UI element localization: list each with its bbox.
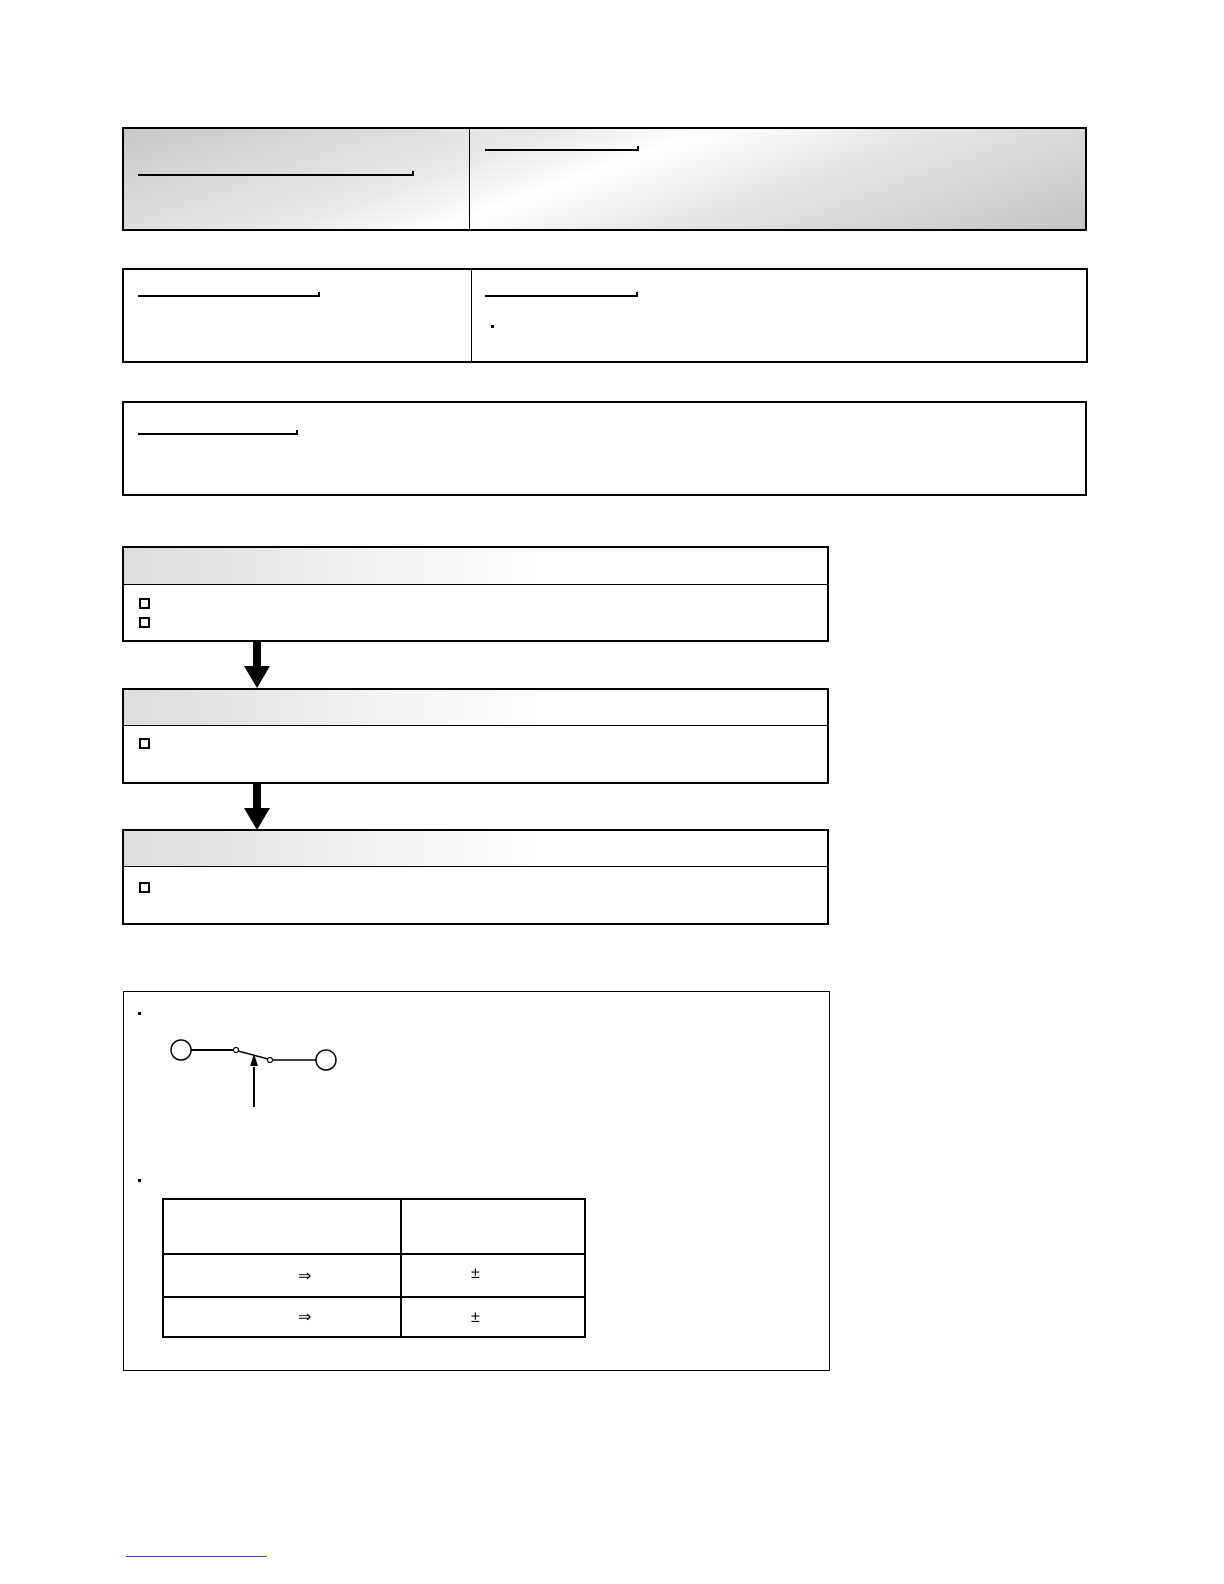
footer-link[interactable] bbox=[126, 1556, 267, 1557]
switch-contact-icon bbox=[268, 1058, 273, 1063]
tolerance-symbol: ± bbox=[471, 1309, 480, 1326]
spec-cell-condition bbox=[163, 1254, 401, 1297]
spec-cell-value bbox=[401, 1297, 585, 1337]
section-bullet bbox=[138, 1012, 141, 1015]
terminal-circle-icon bbox=[316, 1050, 336, 1070]
table-row bbox=[163, 1254, 585, 1297]
spec-panel bbox=[123, 991, 830, 1371]
terminal-circle-icon bbox=[171, 1040, 191, 1060]
down-arrow-icon bbox=[253, 642, 261, 668]
spec-table bbox=[162, 1198, 586, 1338]
note-underline bbox=[138, 433, 296, 435]
switch-contact-icon bbox=[234, 1048, 239, 1053]
flow-step-1 bbox=[122, 546, 829, 642]
transition-symbol: ⇒ bbox=[298, 1268, 312, 1285]
tolerance-symbol: ± bbox=[471, 1265, 480, 1282]
info-box bbox=[122, 268, 1088, 363]
section-bullet bbox=[138, 1179, 141, 1182]
info-bullet bbox=[491, 325, 494, 328]
info-left-underline bbox=[138, 295, 318, 297]
spec-header-cell bbox=[401, 1199, 585, 1254]
checkbox-icon bbox=[139, 598, 150, 609]
transition-symbol: ⇒ bbox=[298, 1309, 312, 1326]
switch-diagram bbox=[164, 1032, 394, 1162]
info-divider bbox=[471, 270, 472, 361]
checkbox-icon bbox=[139, 617, 150, 628]
down-arrow-head bbox=[244, 808, 270, 830]
flow-step-2-header bbox=[124, 690, 827, 726]
checkbox-icon bbox=[139, 882, 150, 893]
flow-step-2 bbox=[122, 688, 829, 784]
header-subtitle-underline bbox=[485, 149, 637, 151]
flow-step-3-header bbox=[124, 831, 827, 867]
flow-step-1-header bbox=[124, 548, 827, 585]
down-arrow-icon bbox=[253, 784, 261, 810]
note-box bbox=[122, 401, 1087, 496]
header-box bbox=[122, 127, 1087, 231]
checkbox-icon bbox=[139, 738, 150, 749]
down-arrow-head bbox=[244, 666, 270, 688]
info-right-underline bbox=[485, 295, 636, 297]
flow-step-3 bbox=[122, 829, 829, 925]
header-divider bbox=[469, 129, 470, 229]
spec-cell-value bbox=[401, 1254, 585, 1297]
spec-cell-condition bbox=[163, 1297, 401, 1337]
table-row bbox=[163, 1297, 585, 1337]
spec-header-cell bbox=[163, 1199, 401, 1254]
header-title-underline bbox=[138, 174, 412, 176]
